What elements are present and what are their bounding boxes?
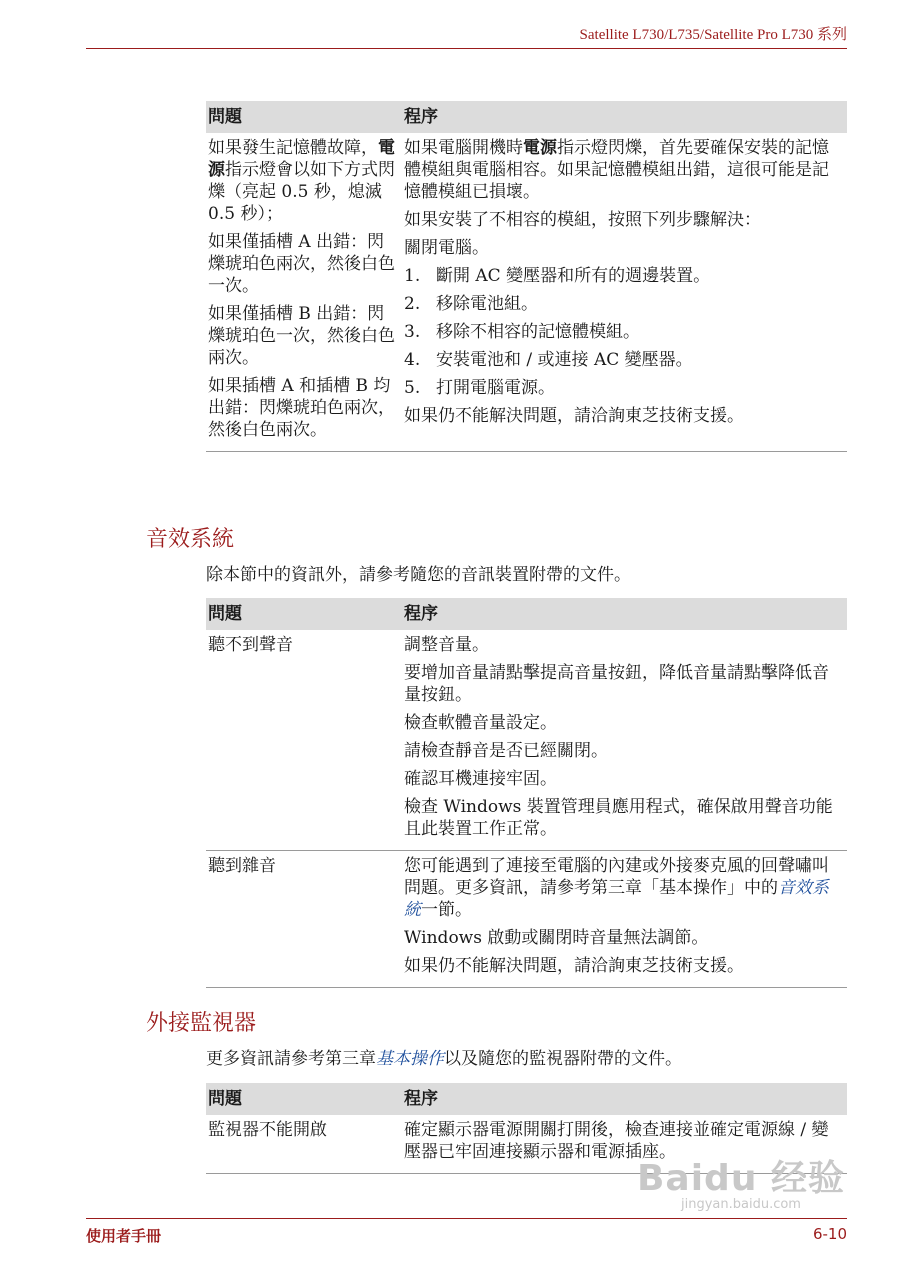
step-text: 斷開 AC 變壓器和所有的週邊裝置。 xyxy=(436,266,711,286)
step-number: 4. xyxy=(404,350,421,370)
audio-section-title: 音效系統 xyxy=(146,527,235,552)
memory-problem-para-3: 如果僅插槽 B 出錯：閃爍琥珀色一次，然後白色兩次。 xyxy=(208,304,395,368)
audio-proc-para: 確認耳機連接牢固。 xyxy=(404,769,557,789)
monitor-head-problem: 問題 xyxy=(206,1083,402,1115)
power-bold: 電源 xyxy=(208,138,395,180)
memory-proc-intro xyxy=(404,137,845,203)
audio-intro: 除本節中的資訊外，請參考隨您的音訊裝置附帶的文件。 xyxy=(206,565,631,585)
monitor-section-title: 外接監視器 xyxy=(146,1011,257,1036)
proc-text: 如果電腦開機時 xyxy=(404,138,523,158)
page-footer xyxy=(86,1218,847,1245)
table-row xyxy=(206,630,847,851)
audio-proc-para: 檢查軟體音量設定。 xyxy=(404,713,557,733)
list-item xyxy=(404,293,845,315)
step-text: 打開電腦電源。 xyxy=(436,378,555,398)
memory-problem-para-1 xyxy=(208,137,400,225)
step-number: 2. xyxy=(404,294,421,314)
list-item xyxy=(404,321,845,343)
proc-text: 指示燈閃爍，首先要確保安裝的記憶體模組與電腦相容。如果記憶體模組出錯，這很可能是記憶體模組已損壞。 xyxy=(404,138,829,202)
memory-problem-text: 指示燈會以如下方式閃爍（亮起 0.5 秒，熄滅 0.5 秒）； xyxy=(208,160,395,224)
audio-procedure-cell xyxy=(402,851,847,988)
step-number: 5. xyxy=(404,378,421,398)
audio-head-problem: 問題 xyxy=(206,598,402,630)
audio-system-link[interactable]: 音效系統 xyxy=(404,878,829,920)
list-item xyxy=(404,349,845,371)
audio-procedure-cell xyxy=(402,630,847,851)
memory-table xyxy=(206,101,847,452)
memory-table-head xyxy=(206,101,847,133)
audio-proc-para: 如果仍不能解決問題，請洽詢東芝技術支援。 xyxy=(404,956,744,976)
intro-text: 以及隨您的監視器附帶的文件。 xyxy=(444,1049,682,1069)
table-row xyxy=(206,851,847,988)
audio-proc-para: 檢查 Windows 裝置管理員應用程式，確保啟用聲音功能且此裝置工作正常。 xyxy=(404,797,833,839)
table-row xyxy=(206,133,847,452)
monitor-intro xyxy=(206,1044,682,1069)
audio-problem-cell: 聽到雜音 xyxy=(206,851,402,988)
memory-proc-para-3: 關閉電腦。 xyxy=(404,238,489,258)
step-text: 安裝電池和 / 或連接 AC 變壓器。 xyxy=(436,350,693,370)
memory-head-procedure: 程序 xyxy=(402,101,847,133)
watermark-url: jingyan.baidu.com xyxy=(681,1197,801,1212)
basic-operations-link[interactable]: 基本操作 xyxy=(376,1049,444,1069)
step-number: 3. xyxy=(404,322,421,342)
monitor-head-procedure: 程序 xyxy=(402,1083,847,1115)
memory-problem-cell xyxy=(206,133,402,452)
monitor-problem-cell: 監視器不能開啟 xyxy=(206,1115,402,1174)
memory-head-problem: 問題 xyxy=(206,101,402,133)
step-text: 移除電池組。 xyxy=(436,294,538,314)
list-item xyxy=(404,377,845,399)
memory-proc-para-2: 如果安裝了不相容的模組，按照下列步驟解決： xyxy=(404,210,761,230)
proc-text: 一節。 xyxy=(421,900,472,920)
monitor-table-head xyxy=(206,1083,847,1115)
memory-procedure-cell xyxy=(402,133,847,452)
step-text: 移除不相容的記憶體模組。 xyxy=(436,322,640,342)
audio-proc-para: Windows 啟動或關閉時音量無法調節。 xyxy=(404,928,709,948)
audio-head-procedure: 程序 xyxy=(402,598,847,630)
audio-proc-para: 請檢查靜音是否已經關閉。 xyxy=(404,741,608,761)
audio-table xyxy=(206,598,847,988)
page-header xyxy=(86,22,847,49)
footer-manual-title: 使用者手冊 xyxy=(86,1227,162,1245)
memory-problem-para-2: 如果僅插槽 A 出錯：閃爍琥珀色兩次，然後白色一次。 xyxy=(208,232,395,296)
memory-problem-para-4: 如果插槽 A 和插槽 B 均出錯：閃爍琥珀色兩次，然後白色兩次。 xyxy=(208,376,395,440)
footer-page-number: 6-10 xyxy=(812,1225,847,1243)
step-number: 1. xyxy=(404,266,421,286)
memory-problem-text: 如果發生記憶體故障， xyxy=(208,138,378,158)
audio-proc-para: 要增加音量請點擊提高音量按鈕，降低音量請點擊降低音量按鈕。 xyxy=(404,663,829,705)
proc-text: 您可能遇到了連接至電腦的內建或外接麥克風的回聲嘯叫問題。更多資訊，請參考第三章「基本操作」中的 xyxy=(404,856,829,898)
watermark-logo: Baidu 经验 xyxy=(636,1158,845,1199)
memory-proc-final: 如果仍不能解決問題，請洽詢東芝技術支援。 xyxy=(404,406,744,426)
baidu-watermark xyxy=(637,1150,845,1212)
power-bold: 電源 xyxy=(523,138,557,158)
audio-proc-para xyxy=(404,855,845,921)
list-item xyxy=(404,265,845,287)
monitor-proc-para: 確定顯示器電源開關打開後，檢查連接並確定電源線 / 變壓器已牢固連接顯示器和電源插座。 xyxy=(404,1120,829,1162)
audio-table-head xyxy=(206,598,847,630)
audio-problem-cell: 聽不到聲音 xyxy=(206,630,402,851)
intro-text: 更多資訊請參考第三章 xyxy=(206,1049,376,1069)
audio-proc-para: 調整音量。 xyxy=(404,635,489,655)
header-title: Satellite L730/L735/Satellite Pro L730 系列 xyxy=(579,27,847,43)
